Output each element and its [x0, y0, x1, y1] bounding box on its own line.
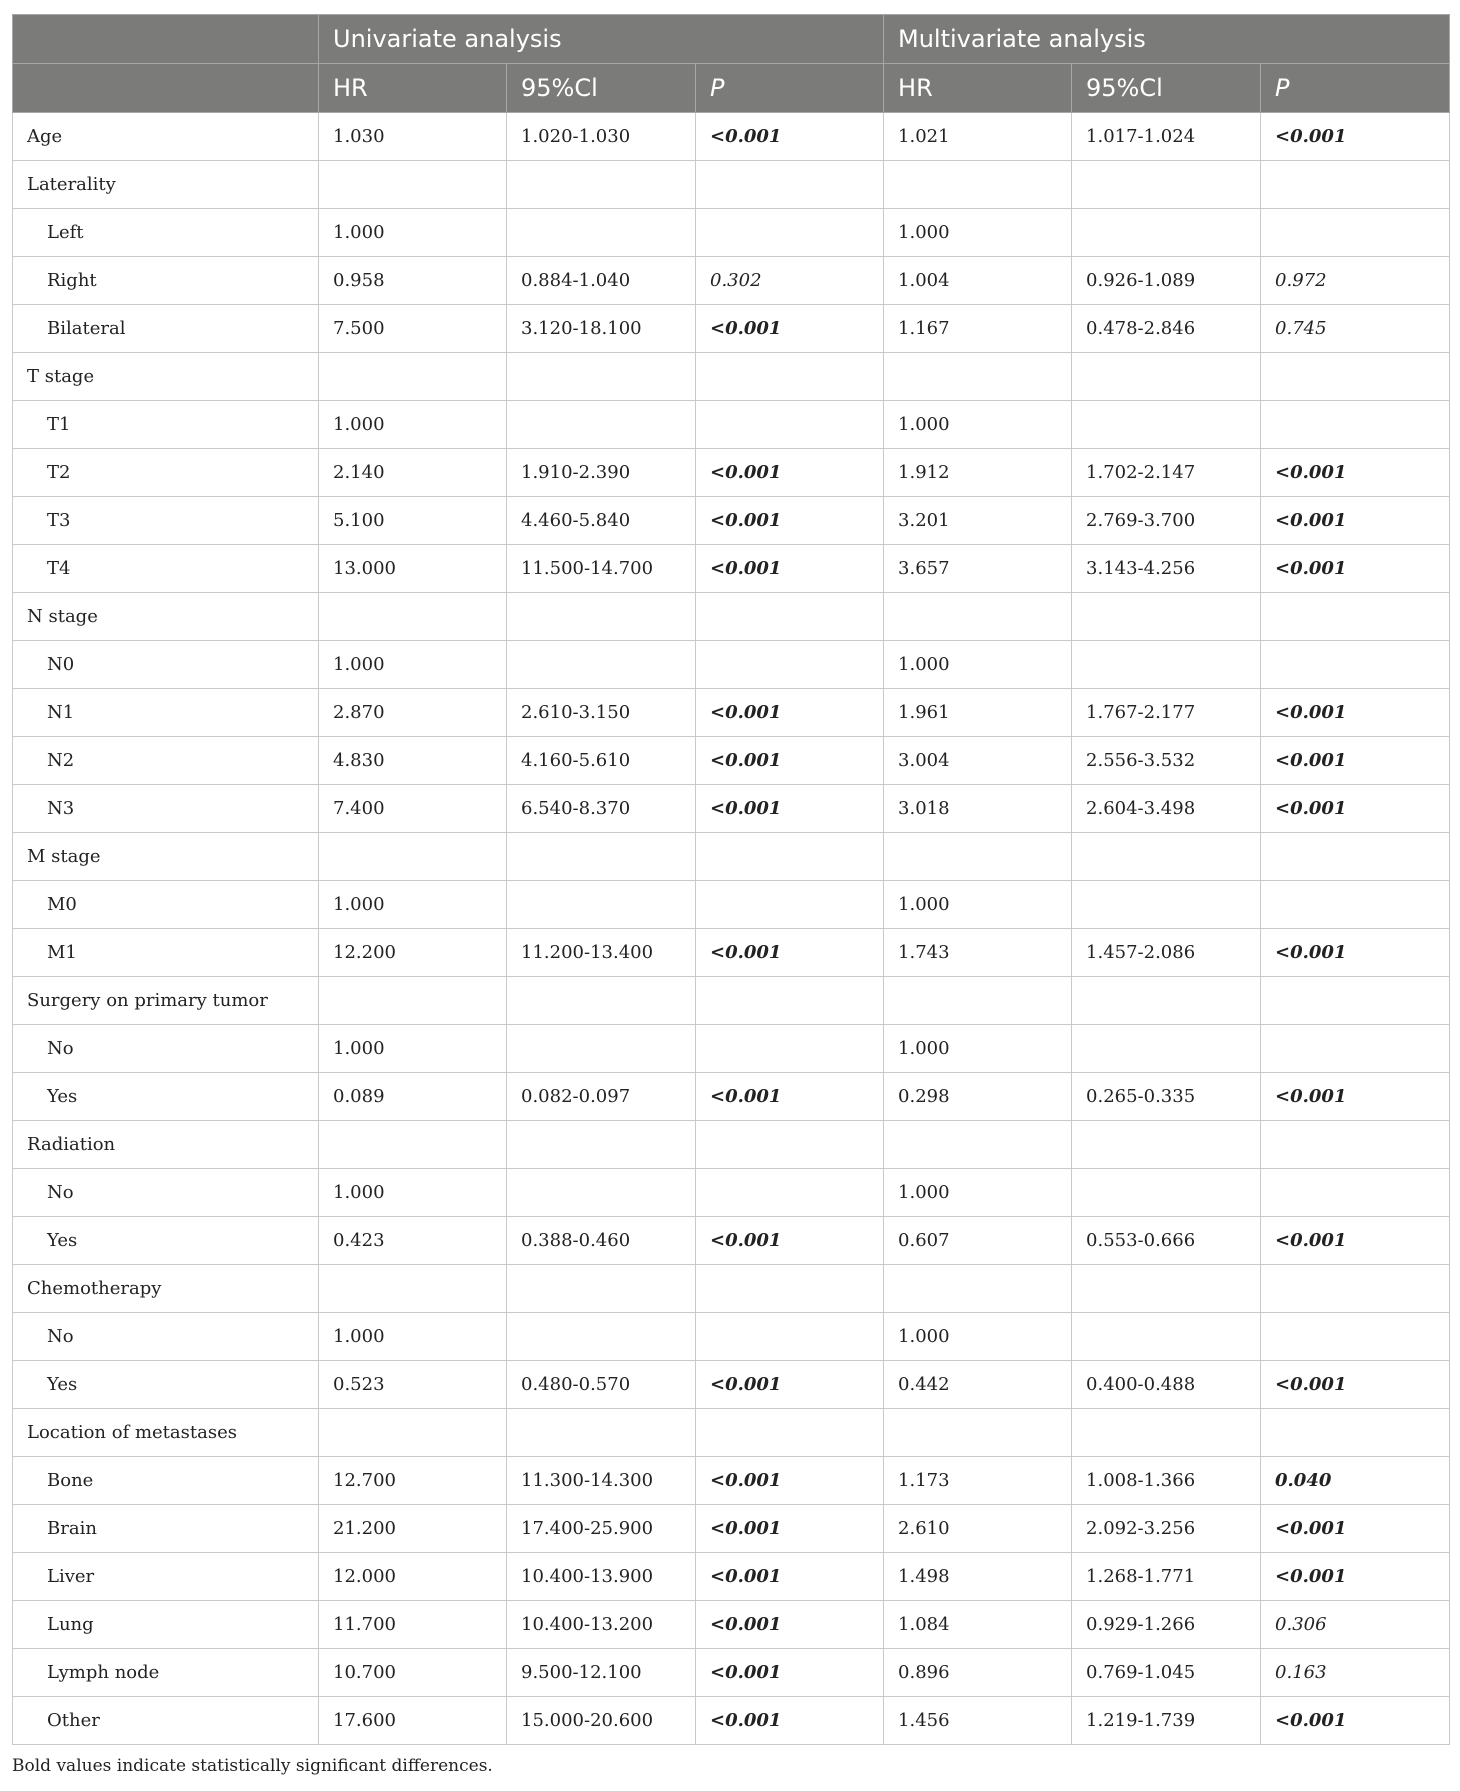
multivariate-p: <0.001 [1261, 1073, 1450, 1121]
univariate-ci: 1.020-1.030 [507, 113, 696, 161]
univariate-ci: 0.884-1.040 [507, 257, 696, 305]
multivariate-hr: 0.442 [884, 1361, 1072, 1409]
univariate-p: <0.001 [696, 545, 884, 593]
multivariate-p [1261, 881, 1450, 929]
table-body [13, 113, 1450, 1745]
table-row-group [13, 1121, 1450, 1169]
header-multivariate-ci: 95%Cl [1072, 64, 1261, 113]
row-label: Yes [13, 1361, 319, 1409]
table-row-group [13, 977, 1450, 1025]
multivariate-hr [884, 353, 1072, 401]
univariate-hr: 12.000 [319, 1553, 507, 1601]
univariate-hr [319, 1409, 507, 1457]
univariate-hr: 0.523 [319, 1361, 507, 1409]
header-row-columns [13, 64, 1450, 113]
multivariate-p: 0.040 [1261, 1457, 1450, 1505]
multivariate-p: 0.306 [1261, 1601, 1450, 1649]
multivariate-p: <0.001 [1261, 689, 1450, 737]
table-row [13, 641, 1450, 689]
univariate-ci [507, 1169, 696, 1217]
row-label: Bone [13, 1457, 319, 1505]
row-label: T stage [13, 353, 319, 401]
univariate-ci: 17.400-25.900 [507, 1505, 696, 1553]
multivariate-ci: 1.767-2.177 [1072, 689, 1261, 737]
multivariate-hr: 1.004 [884, 257, 1072, 305]
row-label: T4 [13, 545, 319, 593]
multivariate-ci: 2.092-3.256 [1072, 1505, 1261, 1553]
multivariate-p: <0.001 [1261, 785, 1450, 833]
multivariate-ci [1072, 641, 1261, 689]
univariate-ci [507, 977, 696, 1025]
multivariate-ci: 1.017-1.024 [1072, 113, 1261, 161]
multivariate-ci [1072, 1025, 1261, 1073]
univariate-p: 0.302 [696, 257, 884, 305]
univariate-hr: 12.700 [319, 1457, 507, 1505]
multivariate-ci: 3.143-4.256 [1072, 545, 1261, 593]
table-row [13, 497, 1450, 545]
univariate-p: <0.001 [696, 737, 884, 785]
univariate-hr: 1.000 [319, 881, 507, 929]
row-label: N1 [13, 689, 319, 737]
table-row [13, 737, 1450, 785]
univariate-ci [507, 1265, 696, 1313]
multivariate-ci [1072, 353, 1261, 401]
table-row [13, 1553, 1450, 1601]
row-label: No [13, 1169, 319, 1217]
univariate-p [696, 401, 884, 449]
univariate-hr: 0.089 [319, 1073, 507, 1121]
univariate-p [696, 353, 884, 401]
univariate-ci: 11.200-13.400 [507, 929, 696, 977]
univariate-ci [507, 641, 696, 689]
multivariate-hr: 1.743 [884, 929, 1072, 977]
multivariate-hr [884, 833, 1072, 881]
row-label: Right [13, 257, 319, 305]
multivariate-hr [884, 1409, 1072, 1457]
multivariate-hr: 1.000 [884, 1313, 1072, 1361]
table-row [13, 545, 1450, 593]
univariate-p: <0.001 [696, 449, 884, 497]
univariate-p [696, 1409, 884, 1457]
multivariate-hr: 3.004 [884, 737, 1072, 785]
multivariate-ci: 1.457-2.086 [1072, 929, 1261, 977]
multivariate-ci [1072, 833, 1261, 881]
table-row [13, 1169, 1450, 1217]
univariate-p: <0.001 [696, 929, 884, 977]
univariate-ci [507, 1025, 696, 1073]
univariate-p: <0.001 [696, 1649, 884, 1697]
multivariate-hr: 1.084 [884, 1601, 1072, 1649]
multivariate-p [1261, 161, 1450, 209]
row-label: Lung [13, 1601, 319, 1649]
multivariate-hr: 1.000 [884, 209, 1072, 257]
univariate-hr: 1.030 [319, 113, 507, 161]
multivariate-p [1261, 209, 1450, 257]
multivariate-hr: 1.167 [884, 305, 1072, 353]
univariate-hr: 10.700 [319, 1649, 507, 1697]
univariate-ci: 10.400-13.200 [507, 1601, 696, 1649]
multivariate-hr: 1.912 [884, 449, 1072, 497]
multivariate-p: 0.745 [1261, 305, 1450, 353]
multivariate-ci: 1.702-2.147 [1072, 449, 1261, 497]
univariate-hr: 1.000 [319, 209, 507, 257]
univariate-hr [319, 593, 507, 641]
row-label: Laterality [13, 161, 319, 209]
multivariate-hr: 1.000 [884, 1025, 1072, 1073]
row-label: T2 [13, 449, 319, 497]
header-multivariate: Multivariate analysis [884, 15, 1450, 64]
table-row-group [13, 1409, 1450, 1457]
multivariate-p: <0.001 [1261, 449, 1450, 497]
table-header [13, 15, 1450, 113]
multivariate-ci: 0.478-2.846 [1072, 305, 1261, 353]
univariate-p: <0.001 [696, 785, 884, 833]
row-label: Other [13, 1697, 319, 1745]
multivariate-hr: 0.298 [884, 1073, 1072, 1121]
row-label: Radiation [13, 1121, 319, 1169]
univariate-ci: 6.540-8.370 [507, 785, 696, 833]
row-label: Yes [13, 1073, 319, 1121]
univariate-hr: 4.830 [319, 737, 507, 785]
univariate-ci [507, 593, 696, 641]
multivariate-p [1261, 977, 1450, 1025]
multivariate-ci [1072, 1313, 1261, 1361]
univariate-ci: 15.000-20.600 [507, 1697, 696, 1745]
univariate-p [696, 209, 884, 257]
multivariate-p [1261, 641, 1450, 689]
multivariate-p: <0.001 [1261, 545, 1450, 593]
table-row [13, 305, 1450, 353]
univariate-p: <0.001 [696, 1553, 884, 1601]
multivariate-ci: 0.769-1.045 [1072, 1649, 1261, 1697]
multivariate-p [1261, 1409, 1450, 1457]
univariate-ci: 4.460-5.840 [507, 497, 696, 545]
multivariate-p [1261, 1025, 1450, 1073]
table-row [13, 1073, 1450, 1121]
table-row [13, 1601, 1450, 1649]
univariate-hr [319, 833, 507, 881]
row-label: No [13, 1313, 319, 1361]
multivariate-ci: 1.008-1.366 [1072, 1457, 1261, 1505]
univariate-ci: 3.120-18.100 [507, 305, 696, 353]
univariate-hr [319, 353, 507, 401]
multivariate-p: 0.972 [1261, 257, 1450, 305]
multivariate-hr: 1.000 [884, 1169, 1072, 1217]
row-label: Brain [13, 1505, 319, 1553]
row-label: Location of metastases [13, 1409, 319, 1457]
univariate-hr [319, 1265, 507, 1313]
univariate-hr: 7.500 [319, 305, 507, 353]
multivariate-p [1261, 1313, 1450, 1361]
univariate-p: <0.001 [696, 1457, 884, 1505]
multivariate-ci [1072, 1409, 1261, 1457]
multivariate-p [1261, 1121, 1450, 1169]
univariate-p: <0.001 [696, 113, 884, 161]
univariate-hr: 7.400 [319, 785, 507, 833]
row-label: Lymph node [13, 1649, 319, 1697]
multivariate-ci: 1.219-1.739 [1072, 1697, 1261, 1745]
univariate-p [696, 161, 884, 209]
univariate-ci: 10.400-13.900 [507, 1553, 696, 1601]
univariate-hr [319, 1121, 507, 1169]
univariate-hr: 2.870 [319, 689, 507, 737]
multivariate-p: <0.001 [1261, 1505, 1450, 1553]
multivariate-hr: 2.610 [884, 1505, 1072, 1553]
multivariate-p [1261, 401, 1450, 449]
multivariate-hr [884, 593, 1072, 641]
multivariate-p [1261, 1169, 1450, 1217]
multivariate-ci: 2.604-3.498 [1072, 785, 1261, 833]
multivariate-hr: 1.021 [884, 113, 1072, 161]
multivariate-p [1261, 353, 1450, 401]
multivariate-p: <0.001 [1261, 1553, 1450, 1601]
header-multivariate-hr: HR [884, 64, 1072, 113]
multivariate-ci [1072, 1121, 1261, 1169]
header-univariate-p: P [696, 64, 884, 113]
multivariate-ci [1072, 1169, 1261, 1217]
univariate-p [696, 593, 884, 641]
row-label: Bilateral [13, 305, 319, 353]
multivariate-hr: 1.498 [884, 1553, 1072, 1601]
table-container [12, 14, 1449, 1776]
univariate-p: <0.001 [696, 1601, 884, 1649]
univariate-hr: 1.000 [319, 1025, 507, 1073]
univariate-p [696, 1121, 884, 1169]
univariate-hr: 11.700 [319, 1601, 507, 1649]
univariate-p [696, 1025, 884, 1073]
multivariate-p [1261, 1265, 1450, 1313]
multivariate-p: <0.001 [1261, 1697, 1450, 1745]
multivariate-hr: 3.018 [884, 785, 1072, 833]
row-label: M1 [13, 929, 319, 977]
header-univariate-ci: 95%Cl [507, 64, 696, 113]
univariate-p [696, 881, 884, 929]
table-row [13, 209, 1450, 257]
univariate-ci: 0.082-0.097 [507, 1073, 696, 1121]
univariate-ci: 0.388-0.460 [507, 1217, 696, 1265]
multivariate-p: <0.001 [1261, 497, 1450, 545]
univariate-p [696, 1313, 884, 1361]
multivariate-ci: 2.556-3.532 [1072, 737, 1261, 785]
table-row [13, 257, 1450, 305]
univariate-ci [507, 1313, 696, 1361]
row-label: M0 [13, 881, 319, 929]
table-row [13, 785, 1450, 833]
table-row-group [13, 353, 1450, 401]
row-label: Chemotherapy [13, 1265, 319, 1313]
multivariate-ci: 0.926-1.089 [1072, 257, 1261, 305]
table-row-group [13, 113, 1450, 161]
univariate-hr: 12.200 [319, 929, 507, 977]
multivariate-p: <0.001 [1261, 113, 1450, 161]
row-label: T3 [13, 497, 319, 545]
multivariate-ci: 0.553-0.666 [1072, 1217, 1261, 1265]
table-row [13, 1313, 1450, 1361]
univariate-p [696, 641, 884, 689]
univariate-p: <0.001 [696, 1217, 884, 1265]
table-row [13, 1361, 1450, 1409]
univariate-hr: 21.200 [319, 1505, 507, 1553]
multivariate-hr: 1.456 [884, 1697, 1072, 1745]
table-row-group [13, 161, 1450, 209]
univariate-hr: 0.423 [319, 1217, 507, 1265]
multivariate-hr: 1.000 [884, 881, 1072, 929]
multivariate-hr [884, 161, 1072, 209]
multivariate-p: <0.001 [1261, 929, 1450, 977]
univariate-hr: 0.958 [319, 257, 507, 305]
table-row [13, 401, 1450, 449]
table-row [13, 929, 1450, 977]
multivariate-hr [884, 977, 1072, 1025]
multivariate-p: 0.163 [1261, 1649, 1450, 1697]
multivariate-ci [1072, 977, 1261, 1025]
table-row [13, 689, 1450, 737]
header-univariate-hr: HR [319, 64, 507, 113]
univariate-hr: 2.140 [319, 449, 507, 497]
multivariate-ci: 1.268-1.771 [1072, 1553, 1261, 1601]
univariate-ci [507, 353, 696, 401]
univariate-ci: 11.500-14.700 [507, 545, 696, 593]
table-footnote: Bold values indicate statistically significant differences. [12, 1756, 493, 1776]
header-blank [13, 15, 319, 64]
header-blank [13, 64, 319, 113]
multivariate-hr: 1.961 [884, 689, 1072, 737]
header-multivariate-p: P [1261, 64, 1450, 113]
univariate-hr [319, 161, 507, 209]
multivariate-p [1261, 833, 1450, 881]
table-row [13, 1025, 1450, 1073]
multivariate-ci [1072, 1265, 1261, 1313]
univariate-p [696, 1265, 884, 1313]
multivariate-p: <0.001 [1261, 1361, 1450, 1409]
multivariate-ci: 0.929-1.266 [1072, 1601, 1261, 1649]
multivariate-hr: 3.657 [884, 545, 1072, 593]
univariate-p: <0.001 [696, 1073, 884, 1121]
univariate-ci: 11.300-14.300 [507, 1457, 696, 1505]
table-row-group [13, 1265, 1450, 1313]
univariate-ci [507, 833, 696, 881]
univariate-p: <0.001 [696, 1361, 884, 1409]
univariate-p: <0.001 [696, 1505, 884, 1553]
row-label: M stage [13, 833, 319, 881]
table-row [13, 1505, 1450, 1553]
multivariate-ci [1072, 209, 1261, 257]
univariate-ci: 0.480-0.570 [507, 1361, 696, 1409]
multivariate-hr: 1.173 [884, 1457, 1072, 1505]
row-label: Left [13, 209, 319, 257]
univariate-ci: 4.160-5.610 [507, 737, 696, 785]
multivariate-ci [1072, 881, 1261, 929]
row-label: N stage [13, 593, 319, 641]
multivariate-p: <0.001 [1261, 737, 1450, 785]
univariate-hr: 1.000 [319, 1313, 507, 1361]
row-label: T1 [13, 401, 319, 449]
multivariate-ci [1072, 593, 1261, 641]
multivariate-hr: 1.000 [884, 641, 1072, 689]
univariate-hr [319, 977, 507, 1025]
univariate-hr: 5.100 [319, 497, 507, 545]
univariate-hr: 1.000 [319, 641, 507, 689]
univariate-p [696, 833, 884, 881]
row-label: Yes [13, 1217, 319, 1265]
row-label: Age [13, 113, 319, 161]
multivariate-hr [884, 1121, 1072, 1169]
univariate-p [696, 1169, 884, 1217]
multivariate-hr: 1.000 [884, 401, 1072, 449]
univariate-ci [507, 881, 696, 929]
row-label: N0 [13, 641, 319, 689]
multivariate-p [1261, 593, 1450, 641]
multivariate-ci: 0.400-0.488 [1072, 1361, 1261, 1409]
multivariate-hr [884, 1265, 1072, 1313]
table-row [13, 1217, 1450, 1265]
univariate-hr: 17.600 [319, 1697, 507, 1745]
multivariate-hr: 3.201 [884, 497, 1072, 545]
univariate-ci [507, 401, 696, 449]
univariate-hr: 1.000 [319, 401, 507, 449]
univariate-p [696, 977, 884, 1025]
results-table [12, 14, 1450, 1745]
univariate-ci [507, 1409, 696, 1457]
row-label: No [13, 1025, 319, 1073]
row-label: N3 [13, 785, 319, 833]
multivariate-ci: 2.769-3.700 [1072, 497, 1261, 545]
univariate-ci [507, 161, 696, 209]
univariate-ci [507, 209, 696, 257]
univariate-ci: 1.910-2.390 [507, 449, 696, 497]
table-row-group [13, 593, 1450, 641]
table-row-group [13, 833, 1450, 881]
univariate-p: <0.001 [696, 689, 884, 737]
univariate-ci: 2.610-3.150 [507, 689, 696, 737]
multivariate-ci [1072, 161, 1261, 209]
row-label: Liver [13, 1553, 319, 1601]
table-row [13, 1697, 1450, 1745]
multivariate-ci: 0.265-0.335 [1072, 1073, 1261, 1121]
table-row [13, 1649, 1450, 1697]
univariate-p: <0.001 [696, 1697, 884, 1745]
multivariate-hr: 0.896 [884, 1649, 1072, 1697]
univariate-hr: 1.000 [319, 1169, 507, 1217]
header-row-groups [13, 15, 1450, 64]
multivariate-ci [1072, 401, 1261, 449]
header-univariate: Univariate analysis [319, 15, 884, 64]
univariate-p: <0.001 [696, 305, 884, 353]
univariate-ci: 9.500-12.100 [507, 1649, 696, 1697]
table-row [13, 449, 1450, 497]
table-row [13, 1457, 1450, 1505]
multivariate-hr: 0.607 [884, 1217, 1072, 1265]
multivariate-p: <0.001 [1261, 1217, 1450, 1265]
table-row [13, 881, 1450, 929]
univariate-p: <0.001 [696, 497, 884, 545]
univariate-ci [507, 1121, 696, 1169]
univariate-hr: 13.000 [319, 545, 507, 593]
row-label: N2 [13, 737, 319, 785]
row-label: Surgery on primary tumor [13, 977, 319, 1025]
